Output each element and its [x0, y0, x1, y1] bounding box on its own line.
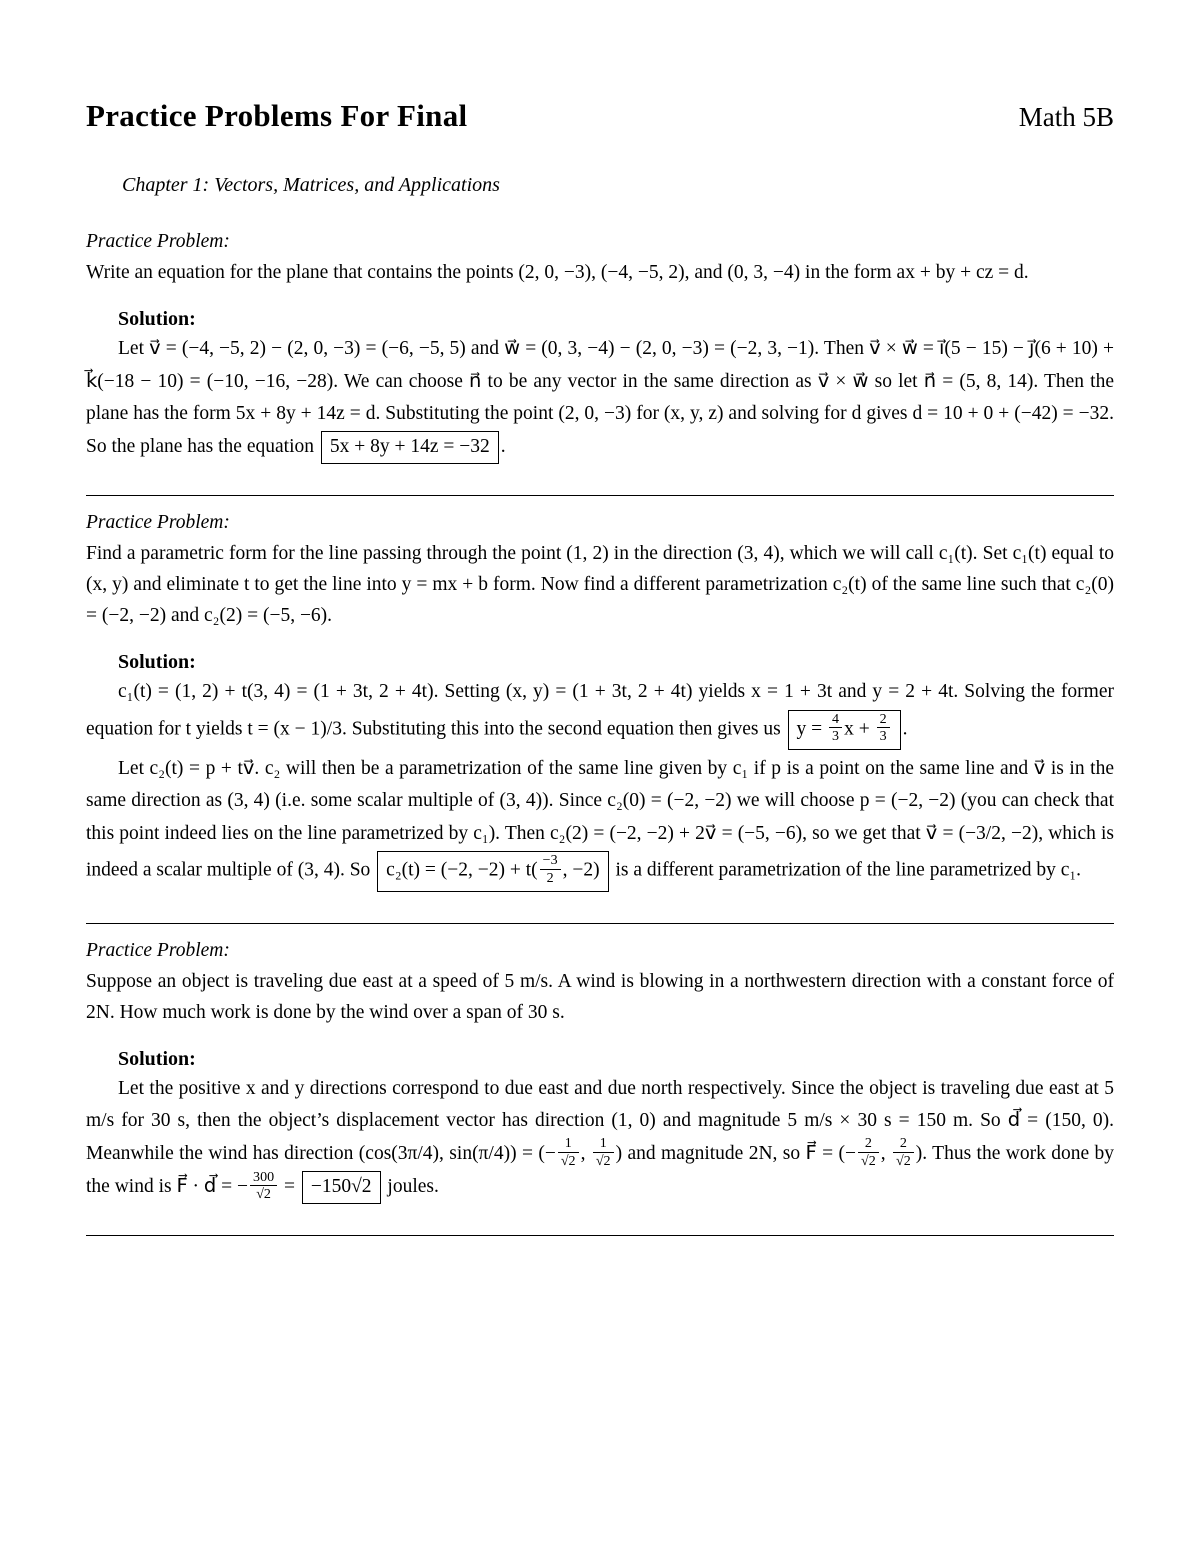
fraction	[893, 1136, 914, 1168]
doc-title: Practice Problems For Final	[86, 98, 468, 133]
text-run: c₂(t) = (−2, −2) + t(	[386, 859, 538, 881]
boxed-answer	[302, 1171, 381, 1203]
text-run: .	[500, 436, 506, 458]
problem-label: Practice Problem:	[86, 939, 230, 961]
solution-label: Solution:	[118, 651, 196, 674]
text-run: , −2)	[562, 859, 600, 881]
solution-paragraph	[86, 333, 1114, 464]
problem-section-plane	[86, 231, 1114, 465]
fraction-numerator: 1	[593, 1136, 614, 1153]
doc-header	[86, 98, 1114, 134]
fraction	[558, 1136, 579, 1168]
text-run: 5x + 8y + 14z = −32	[329, 436, 490, 458]
fraction-denominator: √2	[256, 1186, 271, 1203]
fraction-denominator: √2	[595, 1152, 611, 1169]
fraction	[593, 1136, 614, 1168]
section-divider	[86, 495, 1114, 496]
section-divider	[86, 1235, 1114, 1236]
problem-section-wind-work	[86, 940, 1114, 1205]
fraction	[540, 853, 561, 885]
text-run: Let v⃗ = (−4, −5, 2) − (2, 0, −3) = (−6, −5, 5) and w⃗ = (0, 3, −4) − (2, 0, −3) = (−2, 3, −1). Then v⃗ × w⃗ = i⃗(5 − 15) − j⃗(6 + 10) + k⃗(−18 − 10) = (−10, −16, −28). We can choose n⃗ to be any vector in the same direction as v⃗ × w⃗ so let n⃗ = (5, 8, 14). Then the plane has the form 5x + 8y + 14z = d. Substituting the point (2, 0, −3) for (x, y, z) and solving for d gives d = 10 + 0 + (−42) = −32. So the plane has the equation	[86, 338, 1114, 458]
course-label: Math 5B	[1018, 102, 1114, 132]
text-run: ,	[580, 1142, 591, 1164]
fraction-denominator: √2	[560, 1152, 576, 1169]
fraction	[877, 712, 890, 744]
fraction-numerator: 2	[893, 1136, 914, 1153]
fraction-numerator: 4	[829, 712, 842, 729]
fraction-numerator: 300	[250, 1170, 277, 1187]
text-run: y =	[796, 718, 828, 740]
fraction	[829, 712, 842, 744]
solution-paragraph	[86, 753, 1114, 893]
solution-label: Solution:	[118, 308, 196, 331]
boxed-answer	[377, 851, 608, 891]
fraction-numerator: 1	[558, 1136, 579, 1153]
fraction-denominator: 3	[879, 728, 887, 745]
chapter-heading: Chapter 1: Vectors, Matrices, and Applications	[122, 174, 500, 196]
text-run: x +	[844, 718, 875, 740]
fraction-numerator: 2	[877, 712, 890, 729]
problem-label: Practice Problem:	[86, 511, 230, 533]
text-run: ) and magnitude 2N, so F⃗ = (−	[615, 1142, 857, 1164]
fraction-denominator: 3	[832, 728, 840, 745]
section-divider	[86, 923, 1114, 924]
text-run: is a different parametrization of the line parametrized by c₁.	[610, 859, 1082, 881]
fraction-denominator: √2	[896, 1152, 911, 1169]
text-run: joules.	[382, 1176, 439, 1198]
solution-paragraph	[86, 1073, 1114, 1205]
fraction-denominator: √2	[861, 1152, 876, 1169]
problem-label: Practice Problem:	[86, 231, 230, 252]
text-run: Let c₂(t) = p + tv⃗. c₂ will then be a parametrization of the same line given by c₁ if p is a point on the same line and v⃗ is in the same direction as (3, 4) (i.e. some scalar multiple of (3, 4)). Since c₂(0) = (−2, −2) we will choose p = (−2, −2) (you can check that this point indeed lies on the line parametrized by c₁). Then c₂(2) = (−2, −2) + 2v⃗ = (−5, −6), so we get that v⃗ = (−3/2, −2), which is indeed a scalar multiple of (3, 4). So	[86, 758, 1114, 881]
solution-paragraph	[86, 676, 1114, 751]
text-run: .	[902, 718, 908, 740]
solution-label: Solution:	[118, 1047, 196, 1070]
problem-section-parametric-line	[86, 512, 1114, 893]
fraction-numerator: 2	[858, 1136, 879, 1153]
boxed-answer	[321, 431, 499, 463]
fraction	[250, 1170, 277, 1202]
problem-statement: Suppose an object is traveling due east at a speed of 5 m/s. A wind is blowing in a northwestern direction with a constant force of 2N. How much work is done by the wind over a span of 30 s.	[86, 970, 1114, 1023]
text-run: =	[279, 1176, 300, 1198]
fraction-numerator: −3	[540, 853, 561, 870]
problem-statement: Write an equation for the plane that contains the points (2, 0, −3), (−4, −5, 2), and (0, 3, −4) in the form ax + by + cz = d.	[86, 262, 1029, 283]
text-run: ). Thus the work done by the wind is F⃗ · d⃗ = −	[86, 1142, 1115, 1198]
text-run: ,	[880, 1142, 892, 1164]
boxed-answer	[788, 710, 901, 750]
text-run: Let the positive x and y directions correspond to due east and due north respectively. Since the object is traveling due east at 5 m/s for 30 s, then the object’s displacement vector has direction (1, 0) and magnitude 5 m/s × 30 s = 150 m. So d⃗ = (150, 0). Meanwhile the wind has direction (cos(3π/4), sin(π/4)) = (−	[86, 1077, 1114, 1164]
fraction	[858, 1136, 879, 1168]
text-run: c₁(t) = (1, 2) + t(3, 4) = (1 + 3t, 2 + 4t). Setting (x, y) = (1 + 3t, 2 + 4t) yields x = 1 + 3t and y = 2 + 4t. Solving the former equation for t yields t = (x − 1)/3. Substituting this into the second equation then gives us	[86, 681, 1114, 740]
text-run: −150√2	[310, 1176, 372, 1198]
problem-statement: Find a parametric form for the line passing through the point (1, 2) in the direction (3, 4), which we will call c₁(t). Set c₁(t) equal to (x, y) and eliminate t to get the line into y = mx + b form. Now find a different parametrization c₂(t) of the same line such that c₂(0) = (−2, −2) and c₂(2) = (−5, −6).	[86, 542, 1114, 627]
fraction-denominator: 2	[546, 869, 554, 886]
